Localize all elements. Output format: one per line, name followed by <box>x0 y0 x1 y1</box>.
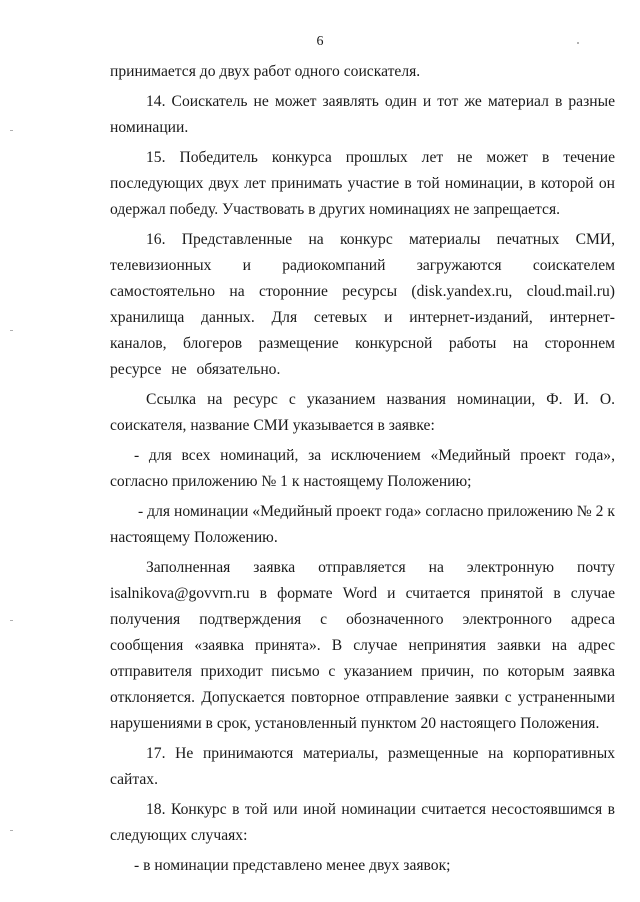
paragraph-item-18: 18. Конкурс в той или иной номинации считается несостоявшимся в следующих случаях: <box>110 801 615 844</box>
page-number: 6 <box>316 34 324 49</box>
scan-edge-mark <box>10 130 13 131</box>
document-body <box>110 59 615 883</box>
scan-edge-mark <box>10 830 13 831</box>
paragraph-continuation: принимается до двух работ одного соискателя. <box>110 63 421 80</box>
paragraph-application-submission: Заполненная заявка отправляется на электронную почту isalnikova@govvrn.ru в формате Word и считается принятой в случае получения подтверждения с обозначенного электронного адреса сообщения «заявка принята». В случае непринятия заявки на адрес отправителя приходит письмо с указанием причин, по которым заявка отклоняется. Допускается повторное отправление заявки с устраненными нарушениями в срок, установленный пунктом 20 настоящего Положения. <box>110 559 615 732</box>
paragraph-item-15: 15. Победитель конкурса прошлых лет не может в течение последующих двух лет принимать участие в той номинации, в которой он одержал победу. Участвовать в других номинациях не запрещается. <box>110 149 615 218</box>
scan-edge-mark <box>10 330 13 331</box>
list-item-media-project: - для номинации «Медийный проект года» согласно приложению № 2 к настоящему Положению. <box>110 503 615 546</box>
scan-speck <box>577 42 579 44</box>
paragraph-item-14: 14. Соискатель не может заявлять один и тот же материал в разные номинации. <box>110 93 615 136</box>
list-item-fewer-applications: - в номинации представлено менее двух заявок; <box>134 857 451 874</box>
scan-edge-mark <box>10 620 13 621</box>
list-item-all-nominations: - для всех номинаций, за исключением «Медийный проект года», согласно приложению № 1 к настоящему Положению; <box>110 447 615 490</box>
paragraph-item-16: 16. Представленные на конкурс материалы печатных СМИ, телевизионных и радиокомпаний загружаются соискателем самостоятельно на сторонние ресурсы (disk.yandex.ru, cloud.mail.ru) хранилища данных. Для сетевых и интернет-изданий, интернет-каналов, блогеров размещение конкурсной работы на стороннем ресурсе не обязательно. <box>110 231 615 378</box>
paragraph-item-17: 17. Не принимаются материалы, размещенные на корпоративных сайтах. <box>110 745 615 788</box>
paragraph-link-info: Ссылка на ресурс с указанием названия номинации, Ф. И. О. соискателя, название СМИ указывается в заявке: <box>110 391 615 434</box>
